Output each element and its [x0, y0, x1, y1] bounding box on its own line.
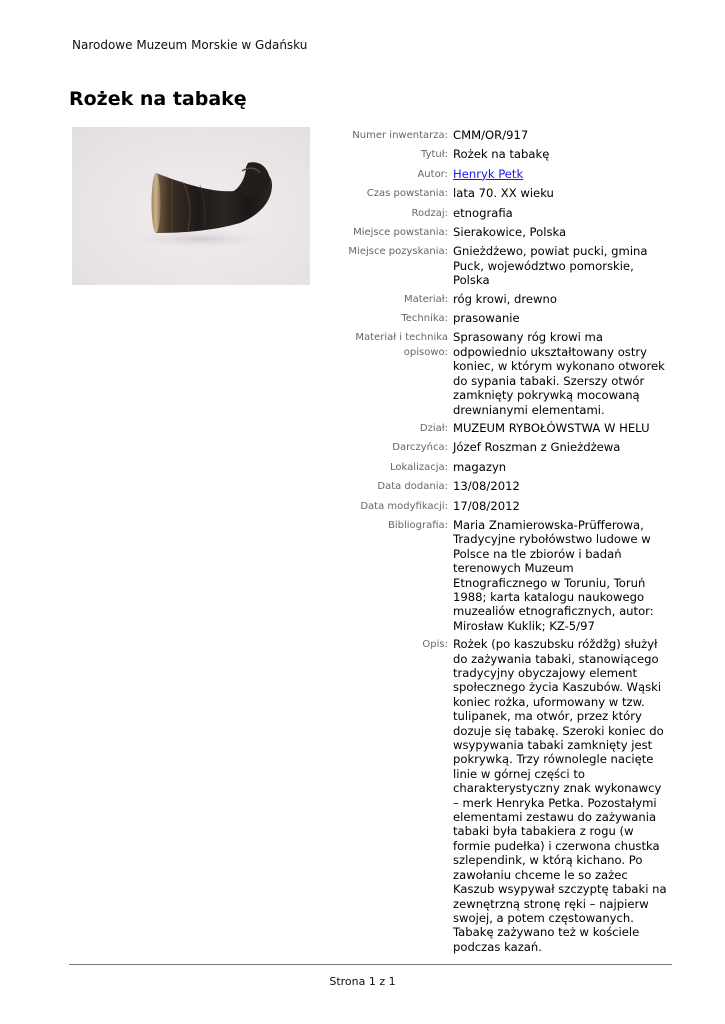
detail-value: 17/08/2012 [453, 498, 520, 513]
detail-value: lata 70. XX wieku [453, 186, 554, 201]
detail-row-material [330, 292, 675, 307]
detail-value: magazyn [453, 459, 507, 474]
detail-row-bibliography [330, 518, 675, 633]
detail-row-place-of-creation [330, 225, 675, 240]
detail-value: róg krowi, drewno [453, 291, 557, 306]
detail-label: Opis: [422, 639, 448, 651]
organization-name: Narodowe Muzeum Morskie w Gdańsku [72, 38, 308, 52]
detail-value: Maria Znamierowska-Prüfferowa, Tradycyjne rybołówstwo ludowe w Polsce na tle zbiorów i badań terenowych Muzeum Etnograficznego w Toruniu, Toruń 1988; karta katalogu naukowego muzealiów etnograficznych, autor: Mirosław Kuklik; KZ-5/97 [453, 517, 654, 633]
detail-row-department [330, 421, 675, 436]
detail-label: Technika: [401, 313, 448, 325]
detail-value: Gnieżdżewo, powiat pucki, gmina Puck, województwo pomorskie, Polska [453, 244, 648, 288]
detail-row-inventory-number [330, 128, 675, 143]
detail-value [453, 167, 669, 181]
detail-row-type [330, 206, 675, 221]
author-link[interactable]: Henryk Petk [453, 166, 524, 181]
detail-value: etnografia [453, 205, 513, 220]
detail-row-description [330, 637, 675, 954]
detail-label: Lokalizacja: [390, 461, 448, 473]
detail-label: Rodzaj: [411, 207, 448, 219]
snuff-horn-photo-icon [72, 127, 310, 285]
detail-value: Rożek na tabakę [453, 147, 550, 162]
page-number: Strona 1 z 1 [329, 975, 396, 988]
detail-row-date-added [330, 479, 675, 494]
page-title: Rożek na tabakę [69, 88, 247, 110]
detail-row-technique [330, 311, 675, 326]
detail-label: Materiał: [403, 293, 448, 305]
detail-label: Miejsce pozyskania: [348, 246, 448, 258]
footer-divider [69, 964, 672, 965]
detail-value: prasowanie [453, 311, 520, 326]
detail-label: Numer inwentarza: [352, 130, 448, 141]
detail-label: Czas powstania: [366, 188, 448, 200]
detail-value: Sprasowany róg krowi ma odpowiednio ukształtowany ostry koniec, w którym wykonano otworek do sypania tabaki. Szerszy otwór zamknięty pokrywką mocowaną drewnianymi elementami. [453, 330, 665, 417]
detail-row-date-modified [330, 499, 675, 514]
detail-row-author [330, 167, 675, 182]
detail-label: Data modyfikacji: [360, 500, 448, 512]
object-photo [72, 127, 310, 285]
detail-value: MUZEUM RYBOŁÓWSTWA W HELU [453, 420, 650, 435]
detail-label: Dział: [419, 422, 448, 434]
detail-row-place-of-acquisition [330, 244, 675, 287]
detail-value: 13/08/2012 [453, 479, 520, 494]
detail-row-donor [330, 440, 675, 455]
detail-value: Rożek (po kaszubsku róždžg) służył do zażywania tabaki, stanowiącego tradycyjny obyczajowy element społecznego życia Kaszubów. Wąski koniec rożka, uformowany w tzw. tulipanek, ma otwór, przez który dozuje się tabakę. Szeroki koniec do wsypywania tabaki zamknięty jest pokrywką. Trzy równolegle nacięte linie w górnej części to charakterystyczny znak wykonawcy – merk Henryka Petka. Pozostałymi elementami zestawu do zażywania tabaki była tabakiera z rogu (w formie pudełka) i czerwona chustka szlependink, w którą kichano. Po zawołaniu chceme le so zażec Kaszub wsypywał szczyptę tabaki na zewnętrzną stronę ręki – najpierw swojej, a potem częstowanych. Tabakę zażywano też w kościele podczas kazań. [453, 637, 667, 954]
detail-label: Materiał i technika opisowo: [355, 332, 448, 358]
detail-row-creation-time [330, 186, 675, 201]
detail-label: Darczyńca: [392, 442, 448, 454]
detail-label: Miejsce powstania: [353, 227, 448, 239]
detail-label: Autor: [417, 168, 448, 180]
detail-label: Tytuł: [421, 149, 448, 161]
detail-value: Józef Roszman z Gnieżdżewa [453, 440, 621, 455]
detail-row-material-technique-description [330, 330, 675, 416]
detail-label: Data dodania: [377, 481, 448, 493]
detail-row-location [330, 460, 675, 475]
detail-row-title [330, 147, 675, 162]
detail-value: Sierakowice, Polska [453, 225, 567, 240]
detail-label: Bibliografia: [387, 519, 448, 531]
details-list [330, 128, 675, 958]
detail-value: CMM/OR/917 [453, 128, 529, 142]
